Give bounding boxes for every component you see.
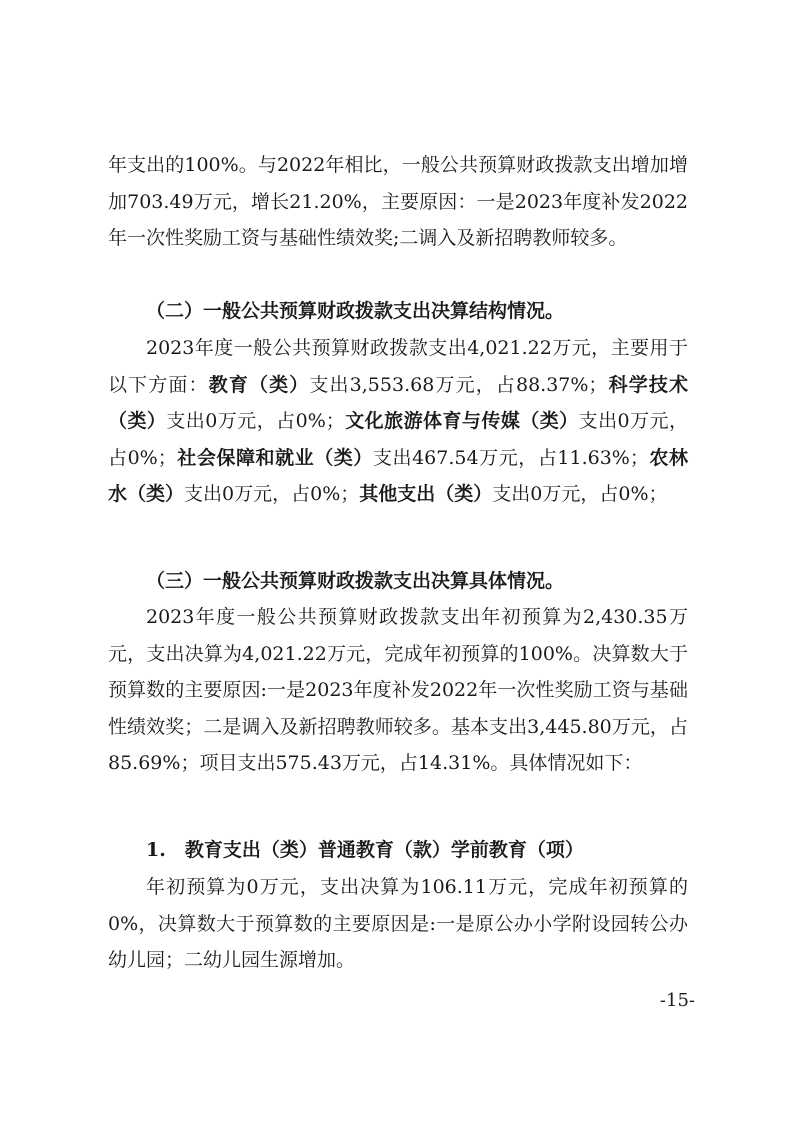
category-education: 教育（类） bbox=[208, 373, 310, 396]
paragraph-continuation: 年支出的100%。与2022年相比，一般公共预算财政拨款支出增加增加703.49万元，增长21.20%，主要原因：一是2023年度补发2022年一次性奖励工资与基础性绩效奖;二调入及新招聘教师较多。 bbox=[108, 154, 688, 249]
text-run: 支出3,553.68万元，占88.37%； bbox=[309, 373, 608, 396]
category-other: 其他支出（类） bbox=[359, 483, 493, 505]
section-heading-2: （二）一般公共预算财政拨款支出决算结构情况。 bbox=[146, 300, 565, 322]
paragraph-structure bbox=[108, 330, 688, 513]
text-run: 支出0万元，占0%； bbox=[492, 483, 668, 505]
category-social-security: 社会保障和就业（类） bbox=[176, 446, 373, 469]
category-science: 科学技术（类） bbox=[108, 373, 688, 432]
paragraph-details: 2023年度一般公共预算财政拨款支出年初预算为2,430.35万元，支出决算为4,021.22万元，完成年初预算的100%。决算数大于预算数的主要原因:一是2023年度补发2022年一次性奖励工资与基础性绩效奖；二是调入及新招聘教师较多。基本支出3,445.80万元，占85.69%；项目支出575.43万元，占14.31%。具体情况如下： bbox=[108, 606, 688, 774]
category-culture: 文化旅游体育与传媒（类） bbox=[344, 410, 579, 432]
text-run: 支出467.54万元，占11.63%； bbox=[372, 446, 649, 469]
text-run: 支出0万元，占0%； bbox=[108, 410, 688, 469]
page-number: -15- bbox=[659, 990, 695, 1011]
text-run: 支出0万元，占0%； bbox=[166, 410, 345, 432]
paragraph-preschool: 年初预算为0万元，支出决算为106.11万元，完成年初预算的0%，决算数大于预算数的主要原因是:一是原公办小学附设园转公办幼儿园；二幼儿园生源增加。 bbox=[108, 876, 688, 971]
text-run: 2023年度一般公共预算财政拨款支出4,021.22万元，主要用于以下方面： bbox=[108, 337, 688, 396]
text-run: 支出0万元，占0%； bbox=[184, 483, 360, 505]
category-agriculture: 农林水（类） bbox=[108, 446, 688, 505]
subsection-heading-1: 1. 教育支出（类）普通教育（款）学前教育（项） bbox=[146, 839, 584, 861]
section-heading-3: （三）一般公共预算财政拨款支出决算具体情况。 bbox=[146, 570, 565, 592]
